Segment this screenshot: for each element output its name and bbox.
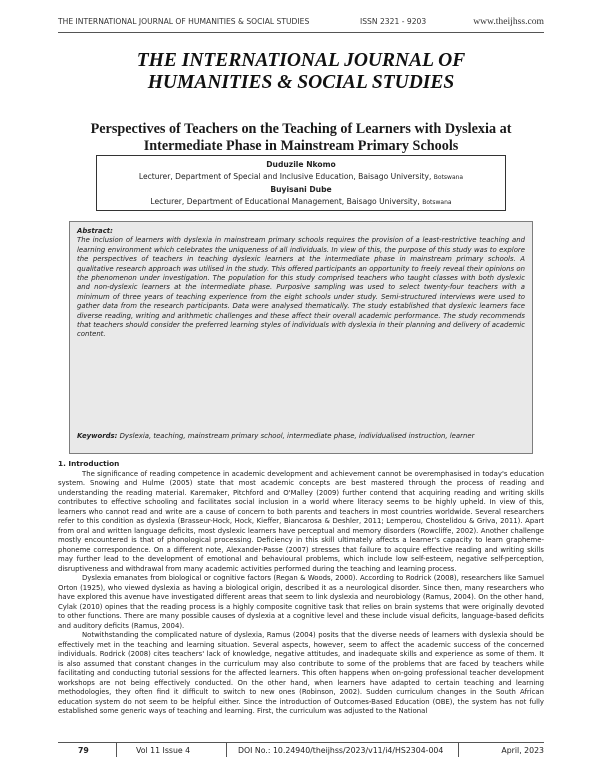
footer-separator <box>458 743 459 757</box>
author-name: Buyisani Dube <box>270 185 332 194</box>
author-country: Botswana <box>433 174 464 181</box>
author-affiliation <box>97 171 505 184</box>
abstract-box <box>69 221 533 454</box>
author-affiliation-text: Lecturer, Department of Special and Inclusive Education, Baisago University, <box>138 172 432 181</box>
author-affiliation <box>97 196 505 209</box>
body-paragraph: Dyslexia emanates from biological or cognitive factors (Regan & Woods, 2000). According to Rodrick (2008), researchers like Samuel Orton (1925), who viewed dyslexia as having a biological origin, described it as a neurological disorder. Since then, many researchers who have explored this avenue have investigated different areas that seem to link dyslexia and neurobiology (Ramus, 2004). On the other hand, Cylak (2010) opines that the reading process is a highly composite cognitive task that relies on brain systems that were originally devoted to other functions. There are many possible causes of dyslexia at a cognitive level and these include visual deficits, language-based deficits and auditory deficits (Ramus, 2004). <box>58 574 544 630</box>
footer-separator <box>116 743 117 757</box>
paper-title-line2: Intermediate Phase in Mainstream Primary Schools <box>143 138 459 154</box>
footer-divider <box>58 742 544 743</box>
page-number: 79 <box>78 746 89 755</box>
header-divider <box>58 32 544 33</box>
header-website-link[interactable]: www.theijhss.com <box>473 16 544 27</box>
author-box <box>96 155 506 211</box>
article-body <box>58 459 544 717</box>
author-country: Botswana <box>422 199 452 206</box>
header-issn: ISSN 2321 - 9203 <box>360 17 427 26</box>
abstract-text: The inclusion of learners with dyslexia in mainstream primary schools requires the provision of a least-restrictive teaching and learning environment which celebrates the uniqueness of all individuals. In view of this, the purpose of this study was to explore the perspectives of teachers in teaching dyslexic learners at the intermediate phase in mainstream primary schools. A qualitative research approach was utilised in the study. This offered participants an opportunity to freely reveal their opinions on the phenomenon under investigation. The population for this study comprised teachers who taught classes with both dyslexic and non-dyslexic learners at the intermediate phase. Purposive sampling was used to select twenty-four teachers with a minimum of three years of teaching experience from the eight schools under study. Semi-structured interviews were used to gather data from the research participants. Data were analysed thematically. The study established that dyslexic learners face diverse reading, writing and arithmetic challenges and these affect their overall academic performance. The study recommends that teachers should consider the preferred learning styles of individuals with dyslexia in their planning and delivery of academic content. <box>77 236 525 339</box>
header-journal-name: THE INTERNATIONAL JOURNAL OF HUMANITIES & SOCIAL STUDIES <box>58 17 310 26</box>
footer-date: April, 2023 <box>501 746 544 755</box>
journal-title <box>58 50 544 94</box>
keywords-line <box>77 432 525 441</box>
body-paragraph: The significance of reading competence in academic development and achievement cannot be overemphasised in today's education system. Snowing and Hulme (2005) state that most academic concepts are best mastered through the process of reading and understanding the reading material. Karemaker, Pitchford and O'Malley (2009) further contend that acquiring reading and writing skills contributes to effective schooling and facilitates social inclusion in a world where literacy seems to be highly upheld. In view of this, learners who cannot read and write are a cause of concern to both parents and teachers in most countries worldwide. Several researchers refer to this condition as dyslexia (Brasseur-Hock, Hock, Kieffer, Biancarosa & Deshler, 2011; Lemperou, Chostelidou & Griva, 2011). Apart from oral and written language deficits, most dyslexic learners have perceptual and memory disorders (Rowcliffe, 2002). Another challenge mostly encountered is that of phonological processing. Deficiency in this skill ultimately affects a learner's capacity to learn grapheme-phoneme correspondence. On a different note, Alexander-Passe (2007) stresses that failure to acquire effective reading and writing skills may further lead to the development of emotional and behavioural problems, which include low self-esteem, negative self-perception, disruptiveness and withdrawal from many academic activities performed during the teaching and learning process. <box>58 469 544 573</box>
keywords-text: Dyslexia, teaching, mainstream primary school, intermediate phase, individualised instruction, learner <box>119 432 475 440</box>
section-heading-introduction: 1. Introduction <box>58 459 120 468</box>
author-name: Duduzile Nkomo <box>266 160 336 169</box>
paper-title <box>58 121 544 155</box>
running-header <box>58 14 544 30</box>
body-paragraph: Notwithstanding the complicated nature of dyslexia, Ramus (2004) posits that the diverse needs of learners with dyslexia should be effectively met in the teaching and learning situation. Several aspects, however, seem to affect the academic success of the concerned individuals. Rodrick (2008) cites teachers' lack of knowledge, negative attitudes, and inadequate skills and experience as some of them. It is also assumed that constant changes in the curriculum may also contribute to some of the problems that are faced by teachers while facilitating and conducting tutorial sessions for the affected learners. This often happens when on-going professional teacher development workshops are not being effectively conducted. On the other hand, when learners have adapted to certain teaching and learning methodologies, they often find it difficult to switch to new ones (Robinson, 2002). Sudden curriculum changes in the South African education system do not seem to be helpful either. Since the introduction of Outcomes-Based Education (OBE), the system has not fully established some generic ways of teaching and learning. First, the curriculum was adjusted to the National <box>58 631 544 715</box>
footer-volume: Vol 11 Issue 4 <box>136 746 191 755</box>
footer-separator <box>226 743 227 757</box>
author-affiliation-text: Lecturer, Department of Educational Management, Baisago University, <box>150 197 420 206</box>
footer-doi: DOI No.: 10.24940/theijhss/2023/v11/i4/HS2304-004 <box>238 746 444 755</box>
journal-title-line1: THE INTERNATIONAL JOURNAL OF <box>136 50 466 71</box>
paper-title-line1: Perspectives of Teachers on the Teaching of Learners with Dyslexia at <box>90 121 512 137</box>
keywords-label: Keywords: <box>77 432 118 440</box>
page-footer <box>58 745 544 759</box>
journal-title-line2: HUMANITIES & SOCIAL STUDIES <box>147 72 455 93</box>
abstract-label: Abstract: <box>77 227 113 235</box>
